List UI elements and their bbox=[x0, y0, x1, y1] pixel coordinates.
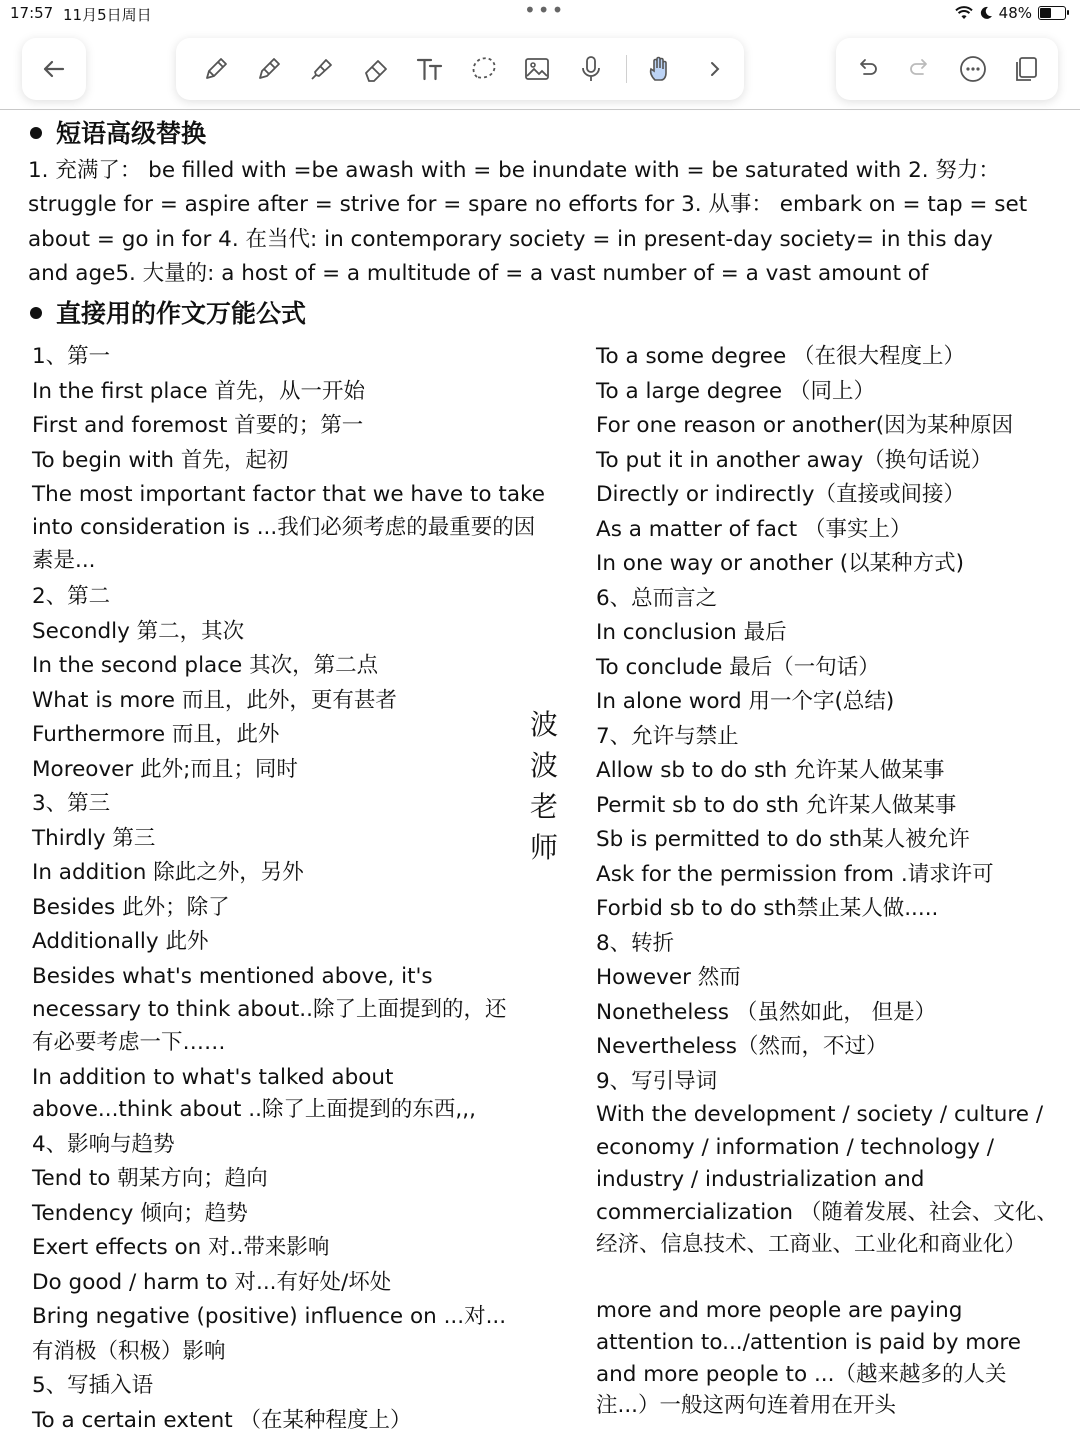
multitasking-dots[interactable]: ••• bbox=[524, 0, 566, 22]
list-item: In alone word 用一个字(总结) bbox=[596, 689, 895, 714]
moon-icon bbox=[979, 6, 993, 20]
list-item: Allow sb to do sth 允许某人做某事 bbox=[596, 758, 945, 783]
list-item: Thirdly 第三 bbox=[32, 825, 156, 851]
list-item: 9、写引导词 bbox=[596, 1068, 718, 1094]
list-item: Nonetheless （虽然如此， 但是） bbox=[596, 999, 937, 1025]
chevron-right-icon[interactable] bbox=[697, 51, 733, 87]
list-item: Bring negative (positive) influence on ...对... bbox=[32, 1304, 507, 1329]
signature-char: 师 bbox=[529, 831, 558, 864]
list-item: 2、第二 bbox=[32, 584, 111, 609]
list-item: Besides 此外；除了 bbox=[32, 894, 230, 920]
list-item: With the development / society / culture / economy / information / technology / industry / industrialization and commercialization （随着发展、社会、文化、经济、信息技术、工商业、工业化和商业化） bbox=[596, 1102, 1058, 1258]
list-item: In addition to what's talked about above...think about ..除了上面提到的东西,,, bbox=[32, 1064, 476, 1122]
handwritten-signature bbox=[526, 704, 562, 868]
heading-text: 短语高级替换 bbox=[56, 119, 207, 148]
list-item: Ask for the permission from .请求许可 bbox=[596, 861, 994, 887]
list-item: In one way or another (以某种方式) bbox=[596, 551, 964, 576]
status-time: 17:57 bbox=[10, 4, 54, 22]
right-column bbox=[596, 340, 1058, 1422]
paragraph-line: 1. 充满了： be filled with =be awash with = be inundate with = be saturated with 2. 努力： bbox=[28, 158, 1000, 183]
list-item: 8、转折 bbox=[596, 930, 675, 956]
undo-icon[interactable] bbox=[849, 51, 885, 87]
list-item: To begin with 首先，起初 bbox=[32, 447, 289, 473]
list-item: Exert effects on 对..带来影响 bbox=[32, 1235, 330, 1260]
list-item: However 然而 bbox=[596, 965, 741, 990]
signature-char: 老 bbox=[529, 790, 558, 823]
toolbar-separator bbox=[626, 55, 627, 83]
text-tool-icon[interactable] bbox=[412, 51, 448, 87]
battery-percent: 48% bbox=[998, 4, 1032, 22]
toolbar-divider bbox=[0, 109, 1080, 110]
list-item: Additionally 此外 bbox=[32, 929, 209, 954]
list-item: Permit sb to do sth 允许某人做某事 bbox=[596, 792, 957, 818]
list-item: What is more 而且，此外，更有甚者 bbox=[32, 687, 397, 713]
list-item: 有消极（积极）影响 bbox=[32, 1338, 226, 1364]
list-item: Tend to 朝某方向；趋向 bbox=[32, 1166, 268, 1191]
left-column bbox=[32, 340, 552, 1438]
list-item: The most important factor that we have to take into consideration is ...我们必须考虑的最重要的因素是... bbox=[32, 482, 545, 573]
list-item: To a certain extent （在某种程度上） bbox=[32, 1407, 412, 1433]
list-item: Furthermore 而且，此外 bbox=[32, 722, 280, 747]
more-icon[interactable] bbox=[955, 51, 991, 87]
list-item: Secondly 第二，其次 bbox=[32, 618, 245, 644]
image-icon[interactable] bbox=[519, 51, 555, 87]
list-item: To a large degree （同上） bbox=[596, 378, 875, 404]
status-bar bbox=[0, 0, 1080, 28]
bullet-icon bbox=[30, 127, 42, 139]
signature-char: 波 bbox=[529, 708, 558, 741]
list-item: First and foremost 首要的；第一 bbox=[32, 413, 364, 438]
list-item: For one reason or another(因为某种原因 bbox=[596, 413, 1014, 438]
back-toolbar bbox=[22, 38, 86, 100]
arrow-left-icon[interactable] bbox=[36, 51, 72, 87]
section-heading-phrases bbox=[30, 114, 206, 150]
list-item: In addition 除此之外，另外 bbox=[32, 860, 304, 885]
status-right bbox=[955, 4, 1066, 22]
redo-icon[interactable] bbox=[902, 51, 938, 87]
list-item: Directly or indirectly（直接或间接） bbox=[596, 482, 965, 507]
list-item: Sb is permitted to do sth某人被允许 bbox=[596, 827, 970, 852]
phrase-paragraph bbox=[28, 154, 1058, 291]
actions-toolbar bbox=[836, 38, 1058, 100]
list-item: As a matter of fact （事实上） bbox=[596, 516, 912, 542]
list-item: 4、影响与趋势 bbox=[32, 1131, 175, 1157]
signature-char: 波 bbox=[529, 749, 558, 782]
list-item: In conclusion 最后 bbox=[596, 620, 787, 645]
paragraph-line: and age5. 大量的: a host of = a multitude of = a vast number of = a vast amount of bbox=[28, 260, 929, 286]
list-item: Do good / harm to 对...有好处/坏处 bbox=[32, 1269, 392, 1295]
bullet-icon bbox=[30, 307, 42, 319]
list-item: Tendency 倾向；趋势 bbox=[32, 1200, 248, 1226]
pencil-icon[interactable] bbox=[251, 51, 287, 87]
wifi-icon bbox=[955, 6, 973, 20]
list-item: Moreover 此外;而且；同时 bbox=[32, 756, 298, 782]
hand-draw-icon[interactable] bbox=[642, 51, 678, 87]
list-item: To a some degree （在很大程度上） bbox=[596, 344, 966, 369]
list-item: 3、第三 bbox=[32, 791, 111, 816]
microphone-icon[interactable] bbox=[573, 51, 609, 87]
drawing-toolbar bbox=[176, 38, 744, 100]
highlighter-icon[interactable] bbox=[304, 51, 340, 87]
list-item: Besides what's mentioned above, it's necessary to think about..除了上面提到的，还有必要考虑一下…… bbox=[32, 963, 507, 1055]
list-item: 6、总而言之 bbox=[596, 585, 718, 611]
list-item: In the first place 首先，从一开始 bbox=[32, 378, 365, 404]
list-item: Forbid sb to do sth禁止某人做..... bbox=[596, 896, 939, 921]
pages-icon[interactable] bbox=[1008, 51, 1044, 87]
heading-text: 直接用的作文万能公式 bbox=[56, 299, 307, 328]
list-item: 7、允许与禁止 bbox=[596, 723, 739, 749]
list-item: 1、第一 bbox=[32, 344, 111, 369]
paragraph-line: about = go in for 4. 在当代: in contemporary society = in present-day society= in this day bbox=[28, 226, 993, 252]
list-item: In the second place 其次，第二点 bbox=[32, 653, 379, 678]
paragraph-line: struggle for = aspire after = strive for = spare no efforts for 3. 从事： embark on = tap = set bbox=[28, 192, 1028, 218]
pen-icon[interactable] bbox=[198, 51, 234, 87]
battery-icon bbox=[1038, 6, 1066, 20]
list-item: Nevertheless（然而，不过） bbox=[596, 1034, 888, 1059]
lasso-icon[interactable] bbox=[466, 51, 502, 87]
section-heading-formulas bbox=[30, 294, 306, 330]
list-item: To put it in another away（换句话说） bbox=[596, 447, 993, 473]
status-date: 11月5日周日 bbox=[63, 6, 152, 24]
list-item: more and more people are paying attention to.../attention is paid by more and more people to ...（越来越多的人关注...）一般这两句连着用在开头 bbox=[596, 1298, 1021, 1419]
list-item: To conclude 最后（一句话） bbox=[596, 654, 880, 680]
list-item: 5、写插入语 bbox=[32, 1373, 154, 1398]
eraser-icon[interactable] bbox=[358, 51, 394, 87]
